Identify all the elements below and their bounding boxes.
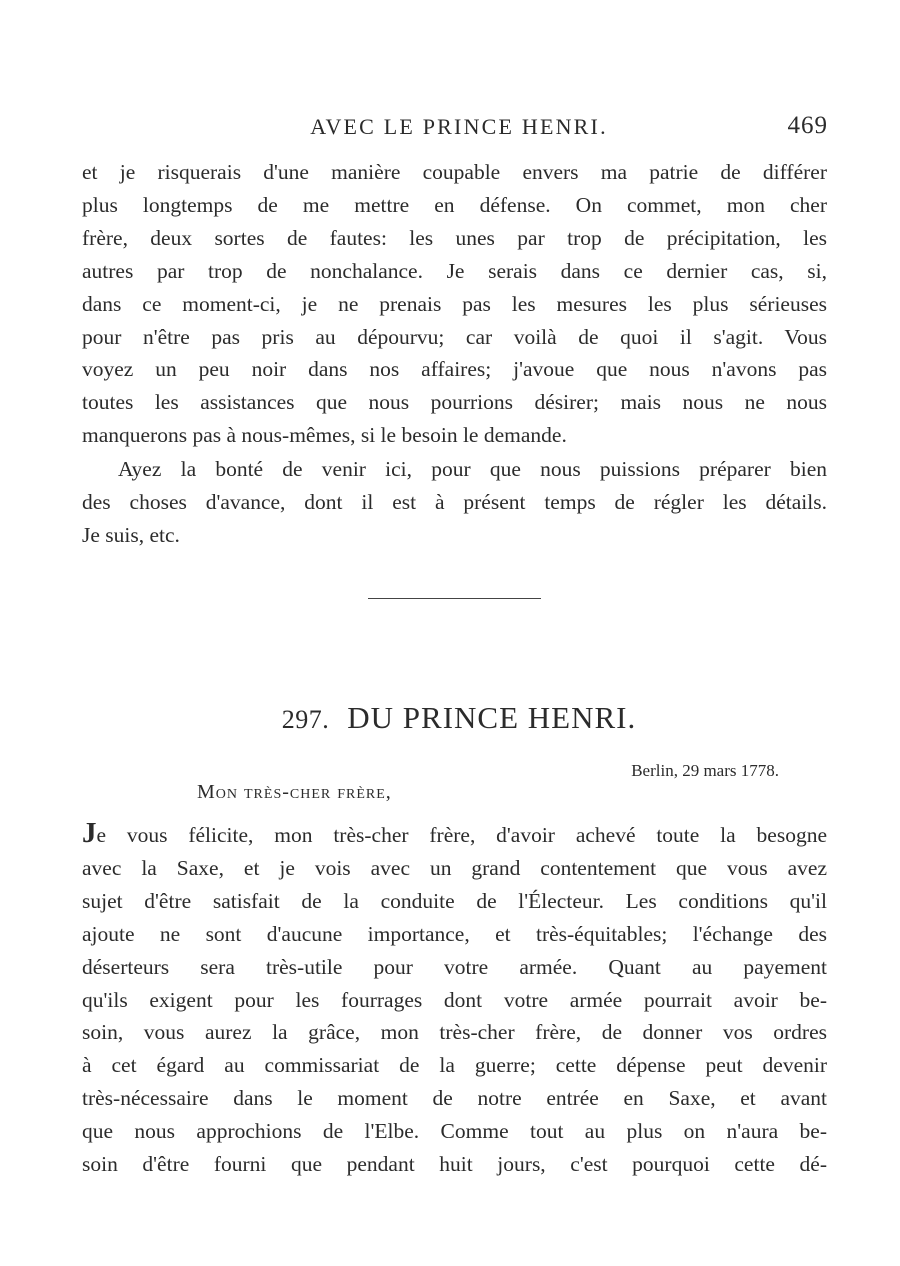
text-line: manquerons pas à nous-mêmes, si le besoin le demande. [82, 423, 567, 448]
text-line: Ayez la bonté de venir ici, pour que nous puissions préparer bien [118, 457, 827, 481]
text-line: que nous approchions de l'Elbe. Comme tout au plus on n'aura be- [82, 1119, 827, 1144]
letter-dateline: Berlin, 29 mars 1778. [631, 761, 779, 780]
text-line: et je risquerais d'une manière coupable envers ma patrie de différer [82, 160, 827, 184]
text-line: voyez un peu noir dans nos affaires; j'avoue que nous n'avons pas [82, 357, 827, 382]
running-title: AVEC LE PRINCE HENRI. [310, 114, 608, 139]
paragraph-closing [82, 453, 827, 552]
text-line: avec la Saxe, et je vois avec un grand contentement que vous avez [82, 855, 827, 880]
paragraph-continuation [82, 156, 827, 452]
page-number: 469 [787, 112, 828, 139]
text-line: plus longtemps de me mettre en défense. On commet, mon cher [82, 192, 827, 217]
drop-cap: J [82, 817, 97, 849]
letter-title: DU PRINCE HENRI. [347, 700, 637, 735]
section-divider [368, 598, 541, 599]
text-line: très-nécessaire dans le moment de notre entrée en Saxe, et avant [82, 1086, 827, 1111]
text-line: sujet d'être satisfait de la conduite de l'Électeur. Les conditions qu'il [82, 888, 827, 913]
text-line: soin d'être fourni que pendant huit jours, c'est pourquoi cette dé- [82, 1152, 827, 1177]
text-line: à cet égard au commissariat de la guerre; cette dépense peut devenir [82, 1053, 827, 1078]
text-line: dans ce moment-ci, je ne prenais pas les mesures les plus sérieuses [82, 291, 827, 316]
text-line-rest: e vous félicite, mon très-cher frère, d'avoir achevé toute la besogne [96, 823, 827, 847]
text-line: déserteurs sera très-utile pour votre armée. Quant au payement [82, 954, 827, 979]
text-line: Je suis, etc. [82, 522, 180, 547]
text-line: pour n'être pas pris au dépourvu; car voilà de quoi il s'agit. Vous [82, 324, 827, 349]
letter-heading [0, 700, 900, 736]
text-line: qu'ils exigent pour les fourrages dont votre armée pourrait avoir be- [82, 987, 827, 1012]
text-line: soin, vous aurez la grâce, mon très-cher frère, de donner vos ordres [82, 1020, 827, 1045]
text-line: frère, deux sortes de fautes: les unes par trop de précipitation, les [82, 225, 827, 250]
text-line: des choses d'avance, dont il est à présent temps de régler les détails. [82, 489, 827, 514]
text-line: autres par trop de nonchalance. Je serais dans ce dernier cas, si, [82, 258, 827, 283]
text-line: ajoute ne sont d'aucune importance, et très-équitables; l'échange des [82, 921, 827, 946]
text-line: toutes les assistances que nous pourrions désirer; mais nous ne nous [82, 390, 827, 415]
letter-number: 297. [281, 705, 330, 734]
running-head [0, 112, 900, 144]
letter-salutation: Mon très-cher frère, [197, 781, 392, 803]
text-line [82, 817, 827, 852]
letter-body [82, 817, 827, 1181]
